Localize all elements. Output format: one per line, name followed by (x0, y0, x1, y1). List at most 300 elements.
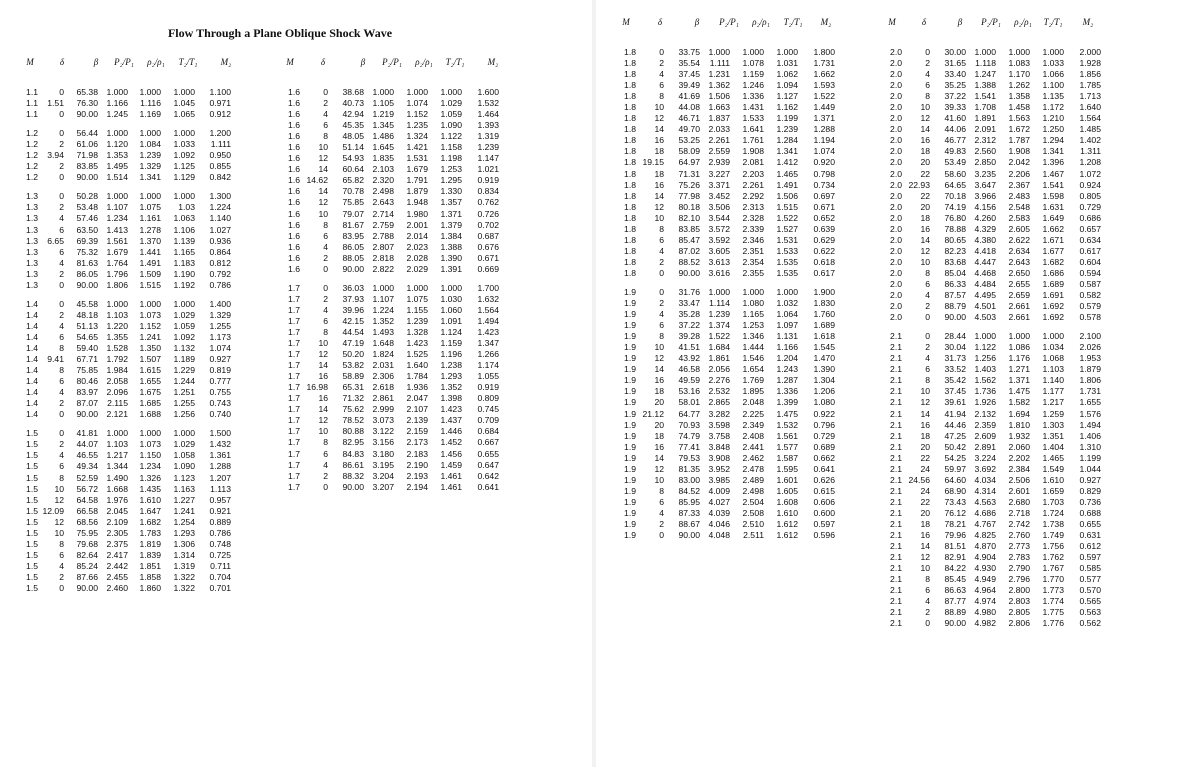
cell-downstream-mach: 0.612 (1079, 541, 1101, 552)
cell-downstream-mach: 0.864 (209, 246, 231, 257)
cell-wave-angle: 42.15 (342, 315, 364, 326)
cell-deflection: 14 (318, 360, 328, 371)
cell-downstream-mach: 0.618 (813, 256, 835, 267)
cell-mach: 2.1 (890, 408, 902, 419)
cell-wave-angle: 82.64 (76, 549, 98, 560)
cell-pressure-ratio: 1.522 (708, 331, 730, 342)
cell-pressure-ratio: 1.000 (106, 298, 128, 309)
cell-wave-angle: 88.89 (944, 607, 966, 618)
cell-density-ratio: 1.000 (139, 191, 161, 202)
cell-downstream-mach: 0.657 (1079, 223, 1101, 234)
cell-wave-angle: 64.77 (678, 408, 700, 419)
cell-density-ratio: 1.326 (139, 472, 161, 483)
table-row (282, 153, 502, 164)
cell-deflection: 6 (659, 234, 664, 245)
cell-density-ratio: 1.546 (742, 353, 764, 364)
cell-downstream-mach: 1.311 (1080, 146, 1101, 157)
table-row (282, 264, 502, 275)
cell-mach: 1.6 (288, 109, 300, 120)
table-row (884, 618, 1104, 629)
cell-deflection: 21.12 (642, 408, 664, 419)
cell-temperature-ratio: 1.399 (776, 397, 798, 408)
cell-density-ratio: 1.819 (139, 538, 161, 549)
cell-wave-angle: 64.97 (678, 157, 700, 168)
cell-wave-angle: 85.47 (678, 234, 700, 245)
cell-wave-angle: 52.59 (76, 472, 98, 483)
cell-pressure-ratio: 2.359 (974, 419, 996, 430)
cell-pressure-ratio: 1.114 (709, 298, 730, 309)
cell-mach: 1.7 (288, 371, 300, 382)
cell-deflection: 16 (654, 375, 664, 386)
cell-pressure-ratio: 1.835 (372, 153, 394, 164)
cell-downstream-mach: 1.618 (813, 331, 835, 342)
cell-downstream-mach: 0.655 (1079, 518, 1101, 529)
cell-mach: 1.6 (288, 98, 300, 109)
cell-wave-angle: 87.66 (76, 571, 98, 582)
cell-deflection: 8 (925, 91, 930, 102)
cell-temperature-ratio: 1.090 (440, 120, 462, 131)
cell-deflection: 12 (654, 201, 664, 212)
cell-pressure-ratio: 1.000 (708, 47, 730, 57)
cell-downstream-mach: 0.927 (209, 354, 231, 365)
cell-pressure-ratio: 2.306 (372, 371, 394, 382)
cell-density-ratio: 1.783 (139, 527, 161, 538)
cell-mach: 1.9 (624, 485, 636, 496)
cell-pressure-ratio: 1.926 (974, 397, 996, 408)
table-row (884, 224, 1104, 235)
cell-temperature-ratio: 1.341 (776, 146, 798, 157)
cell-temperature-ratio: 1.03 (178, 202, 195, 213)
table-row (884, 596, 1104, 607)
cell-downstream-mach: 1.390 (813, 364, 835, 375)
cell-deflection: 18 (654, 386, 664, 397)
cell-temperature-ratio: 1.000 (440, 87, 462, 97)
cell-density-ratio: 2.508 (742, 507, 764, 518)
cell-deflection: 10 (54, 527, 64, 538)
cell-density-ratio: 2.048 (742, 397, 764, 408)
cell-pressure-ratio: 1.891 (974, 113, 996, 124)
cell-deflection: 2 (659, 298, 664, 309)
cell-downstream-mach: 1.027 (209, 224, 231, 235)
cell-pressure-ratio: 4.870 (974, 541, 996, 552)
cell-wave-angle: 31.76 (678, 286, 700, 297)
table-row (18, 343, 238, 354)
cell-mach: 1.5 (26, 538, 38, 549)
table-row (18, 236, 238, 247)
table-row (18, 161, 238, 172)
cell-temperature-ratio: 1.250 (1042, 124, 1064, 135)
cell-wave-angle: 79.96 (944, 530, 966, 541)
cell-mach: 2.1 (890, 541, 902, 552)
cell-downstream-mach: 0.842 (209, 172, 231, 183)
cell-deflection: 8 (323, 219, 328, 230)
cell-mach: 1.6 (288, 263, 300, 274)
cell-wave-angle: 75.85 (342, 197, 364, 208)
cell-temperature-ratio: 1.244 (173, 376, 195, 387)
cell-density-ratio: 1.324 (406, 131, 428, 142)
cell-wave-angle: 44.54 (342, 326, 364, 337)
cell-wave-angle: 87.33 (678, 507, 700, 518)
table-row (282, 426, 502, 437)
cell-density-ratio: 1.647 (139, 505, 161, 516)
cell-wave-angle: 47.25 (944, 430, 966, 441)
cell-pressure-ratio: 4.468 (974, 267, 996, 278)
cell-mach: 1.3 (26, 268, 38, 279)
cell-wave-angle: 90.00 (76, 172, 98, 183)
cell-density-ratio: 1.000 (139, 428, 161, 439)
cell-mach: 2.0 (890, 179, 902, 190)
cell-deflection: 8 (659, 485, 664, 496)
cell-deflection: 6 (323, 230, 328, 241)
cell-downstream-mach: 0.655 (477, 448, 499, 459)
cell-wave-angle: 83.85 (678, 223, 700, 234)
cell-temperature-ratio: 1.341 (1042, 146, 1064, 157)
cell-density-ratio: 1.000 (406, 87, 428, 97)
cell-downstream-mach: 0.617 (1079, 245, 1101, 256)
cell-density-ratio: 1.531 (406, 153, 428, 164)
cell-pressure-ratio: 1.837 (708, 113, 730, 124)
cell-pressure-ratio: 3.452 (708, 190, 730, 201)
cell-density-ratio: 2.805 (1008, 607, 1030, 618)
cell-density-ratio: 1.241 (139, 331, 161, 342)
cell-density-ratio: 2.511 (743, 530, 764, 541)
column-header-downstream-mach: M₂ (820, 17, 832, 27)
cell-deflection: 0 (925, 618, 930, 629)
cell-density-ratio: 1.515 (139, 279, 161, 290)
table-row (884, 180, 1104, 191)
cell-wave-angle: 35.54 (678, 58, 700, 69)
cell-deflection: 4 (59, 257, 64, 268)
table-row (618, 442, 838, 453)
cell-pressure-ratio: 4.447 (974, 256, 996, 267)
cell-pressure-ratio: 1.493 (372, 326, 394, 337)
cell-downstream-mach: 0.594 (1079, 267, 1101, 278)
cell-density-ratio: 1.851 (139, 560, 161, 571)
cell-wave-angle: 70.78 (342, 186, 364, 197)
cell-mach: 1.6 (288, 197, 300, 208)
cell-temperature-ratio: 1.371 (440, 208, 462, 219)
table-row (18, 321, 238, 332)
cell-downstream-mach: 1.879 (1079, 364, 1101, 375)
cell-temperature-ratio: 1.437 (440, 415, 462, 426)
cell-density-ratio: 2.001 (406, 219, 428, 230)
cell-downstream-mach: 1.147 (477, 153, 499, 164)
cell-wave-angle: 77.41 (678, 441, 700, 452)
cell-wave-angle: 35.28 (678, 309, 700, 320)
cell-mach: 1.5 (26, 582, 38, 593)
cell-deflection: 6 (925, 364, 930, 375)
cell-temperature-ratio: 1.775 (1042, 607, 1064, 618)
cell-mach: 1.7 (288, 448, 300, 459)
cell-downstream-mach: 0.641 (813, 463, 835, 474)
cell-density-ratio: 1.150 (139, 450, 161, 461)
table-row (618, 69, 838, 80)
cell-mach: 1.8 (624, 47, 636, 57)
cell-pressure-ratio: 1.562 (974, 375, 996, 386)
cell-wave-angle: 71.32 (342, 393, 364, 404)
cell-deflection: 8 (925, 267, 930, 278)
cell-pressure-ratio: 4.980 (974, 607, 996, 618)
cell-deflection: 6 (59, 246, 64, 257)
table-col4 (884, 47, 1104, 629)
cell-downstream-mach: 0.578 (1079, 312, 1101, 323)
cell-mach: 1.6 (288, 175, 300, 186)
cell-wave-angle: 90.00 (944, 312, 966, 323)
cell-deflection: 22 (920, 496, 930, 507)
cell-density-ratio: 1.908 (1008, 146, 1030, 157)
cell-density-ratio: 1.075 (139, 202, 161, 213)
cell-deflection: 10 (920, 102, 930, 113)
cell-mach: 1.7 (288, 459, 300, 470)
table-row (282, 109, 502, 120)
cell-mach: 2.0 (890, 135, 902, 146)
cell-mach: 1.8 (624, 234, 636, 245)
cell-pressure-ratio: 3.156 (372, 437, 394, 448)
cell-deflection: 12 (318, 415, 328, 426)
cell-temperature-ratio: 1.060 (440, 304, 462, 315)
cell-downstream-mach: 0.570 (1079, 585, 1101, 596)
column-header-wave-angle: β (957, 17, 963, 27)
column-header-mach: M (888, 17, 896, 27)
cell-density-ratio: 1.000 (139, 87, 161, 97)
cell-wave-angle: 66.58 (76, 505, 98, 516)
cell-density-ratio: 1.262 (1008, 80, 1030, 91)
cell-downstream-mach: 0.702 (477, 219, 499, 230)
cell-deflection: 20 (654, 419, 664, 430)
cell-downstream-mach: 1.953 (1079, 353, 1101, 364)
cell-downstream-mach: 0.819 (209, 365, 231, 376)
cell-deflection: 2 (659, 256, 664, 267)
cell-wave-angle: 53.48 (76, 202, 98, 213)
column-header-mach: M (622, 17, 630, 27)
cell-density-ratio: 2.203 (742, 168, 764, 179)
table-row (884, 607, 1104, 618)
cell-downstream-mach: 1.393 (477, 120, 499, 131)
cell-deflection: 4 (659, 309, 664, 320)
table-row (884, 442, 1104, 453)
cell-temperature-ratio: 1.241 (173, 505, 195, 516)
cell-density-ratio: 1.083 (1008, 58, 1030, 69)
cell-mach: 2.1 (890, 563, 902, 574)
cell-pressure-ratio: 1.166 (106, 98, 128, 109)
cell-downstream-mach: 0.786 (209, 527, 231, 538)
cell-pressure-ratio: 3.235 (974, 168, 996, 179)
cell-mach: 1.3 (26, 235, 38, 246)
cell-downstream-mach: 1.207 (209, 472, 231, 483)
cell-deflection: 12 (920, 113, 930, 124)
cell-wave-angle: 39.61 (944, 397, 966, 408)
cell-wave-angle: 83.85 (76, 161, 98, 172)
cell-downstream-mach: 0.920 (813, 157, 835, 168)
cell-temperature-ratio: 1.336 (776, 386, 798, 397)
column-header-density-ratio: ρ₂/ρ₁ (415, 57, 433, 67)
table-row (618, 113, 838, 124)
cell-pressure-ratio: 1.000 (974, 331, 996, 342)
cell-downstream-mach: 1.329 (209, 309, 231, 320)
cell-deflection: 14 (920, 124, 930, 135)
cell-mach: 2.0 (890, 124, 902, 135)
cell-wave-angle: 90.00 (944, 618, 966, 629)
cell-pressure-ratio: 2.455 (106, 571, 128, 582)
cell-mach: 1.2 (26, 161, 38, 172)
cell-wave-angle: 33.40 (944, 69, 966, 80)
cell-deflection: 16 (654, 135, 664, 146)
cell-downstream-mach: 0.606 (813, 496, 835, 507)
cell-mach: 1.6 (288, 230, 300, 241)
cell-wave-angle: 51.14 (342, 142, 364, 153)
cell-deflection: 4 (59, 320, 64, 331)
cell-deflection: 10 (318, 142, 328, 153)
cell-density-ratio: 2.225 (742, 408, 764, 419)
cell-density-ratio: 1.839 (139, 549, 161, 560)
cell-downstream-mach: 1.632 (477, 293, 499, 304)
cell-downstream-mach: 1.044 (1079, 463, 1101, 474)
column-header-mach: M (286, 57, 294, 67)
cell-deflection: 12 (920, 245, 930, 256)
cell-temperature-ratio: 1.319 (173, 560, 195, 571)
table-row (618, 257, 838, 268)
cell-temperature-ratio: 1.541 (1042, 179, 1064, 190)
cell-temperature-ratio: 1.068 (1042, 353, 1064, 364)
cell-pressure-ratio: 4.034 (974, 474, 996, 485)
cell-mach: 2.0 (890, 201, 902, 212)
cell-mach: 1.6 (288, 252, 300, 263)
cell-deflection: 0 (659, 267, 664, 278)
cell-pressure-ratio: 1.490 (106, 472, 128, 483)
cell-deflection: 2 (59, 571, 64, 582)
cell-density-ratio: 1.246 (742, 80, 764, 91)
cell-density-ratio: 1.784 (406, 371, 428, 382)
cell-pressure-ratio: 2.618 (372, 382, 394, 393)
table-row (18, 550, 238, 561)
table-row (282, 283, 502, 294)
cell-wave-angle: 87.07 (76, 398, 98, 409)
cell-temperature-ratio: 1.459 (440, 459, 462, 470)
cell-deflection: 10 (54, 483, 64, 494)
cell-temperature-ratio: 1.127 (776, 91, 798, 102)
cell-deflection: 6 (659, 496, 664, 507)
cell-pressure-ratio: 4.767 (974, 518, 996, 529)
cell-mach: 2.1 (890, 342, 902, 353)
cell-density-ratio: 1.078 (742, 58, 764, 69)
cell-wave-angle: 88.52 (678, 256, 700, 267)
cell-mach: 2.1 (890, 441, 902, 452)
table-row (282, 131, 502, 142)
cell-temperature-ratio: 1.689 (1042, 278, 1064, 289)
cell-mach: 1.8 (624, 80, 636, 91)
table-row (282, 242, 502, 253)
cell-wave-angle: 54.93 (342, 153, 364, 164)
cell-mach: 2.1 (890, 353, 902, 364)
cell-density-ratio: 2.139 (406, 415, 428, 426)
table-row (282, 164, 502, 175)
cell-temperature-ratio: 1.259 (1042, 408, 1064, 419)
cell-mach: 2.0 (890, 80, 902, 91)
cell-temperature-ratio: 1.000 (1042, 47, 1064, 57)
table-row (282, 316, 502, 327)
cell-temperature-ratio: 1.065 (173, 109, 195, 120)
cell-temperature-ratio: 1.384 (440, 230, 462, 241)
cell-downstream-mach: 1.100 (209, 87, 231, 97)
table-row (884, 69, 1104, 80)
cell-downstream-mach: 1.470 (813, 353, 835, 364)
cell-density-ratio: 1.948 (406, 197, 428, 208)
cell-wave-angle: 90.00 (678, 267, 700, 278)
cell-deflection: 0 (925, 47, 930, 57)
table-row (884, 80, 1104, 91)
table-row (618, 486, 838, 497)
table-row (18, 572, 238, 583)
table-row (18, 450, 238, 461)
table-row (884, 146, 1104, 157)
cell-temperature-ratio: 1.284 (776, 135, 798, 146)
cell-density-ratio: 2.803 (1008, 596, 1030, 607)
cell-deflection: 2 (59, 202, 64, 213)
cell-deflection: 4 (323, 304, 328, 315)
cell-density-ratio: 2.806 (1008, 618, 1030, 629)
cell-mach: 1.8 (624, 168, 636, 179)
cell-deflection: 8 (59, 538, 64, 549)
cell-wave-angle: 36.03 (342, 282, 364, 293)
cell-pressure-ratio: 1.355 (106, 331, 128, 342)
table-row (282, 437, 502, 448)
cell-downstream-mach: 0.734 (813, 179, 835, 190)
cell-deflection: 2 (323, 470, 328, 481)
cell-density-ratio: 1.346 (742, 331, 764, 342)
cell-pressure-ratio: 4.314 (974, 485, 996, 496)
cell-mach: 1.9 (624, 408, 636, 419)
cell-temperature-ratio: 1.532 (776, 419, 798, 430)
cell-deflection: 6 (59, 224, 64, 235)
cell-downstream-mach: 1.760 (813, 309, 835, 320)
cell-pressure-ratio: 3.224 (974, 452, 996, 463)
cell-density-ratio: 1.688 (139, 409, 161, 420)
table-row (884, 353, 1104, 364)
cell-pressure-ratio: 4.974 (974, 596, 996, 607)
cell-mach: 1.1 (26, 98, 38, 109)
cell-downstream-mach: 1.361 (209, 450, 231, 461)
cell-mach: 2.1 (890, 530, 902, 541)
cell-wave-angle: 67.71 (76, 354, 98, 365)
cell-deflection: 4 (59, 387, 64, 398)
cell-wave-angle: 44.46 (944, 419, 966, 430)
cell-deflection: 0 (659, 530, 664, 541)
cell-density-ratio: 2.173 (406, 437, 428, 448)
table-row (282, 382, 502, 393)
cell-density-ratio: 1.336 (742, 91, 764, 102)
cell-mach: 1.9 (624, 320, 636, 331)
cell-wave-angle: 90.00 (76, 582, 98, 593)
table-row (884, 102, 1104, 113)
cell-pressure-ratio: 1.806 (106, 279, 128, 290)
cell-mach: 1.7 (288, 393, 300, 404)
cell-downstream-mach: 1.856 (1079, 69, 1101, 80)
cell-temperature-ratio: 1.123 (173, 472, 195, 483)
cell-deflection: 12 (54, 516, 64, 527)
cell-downstream-mach: 1.021 (477, 164, 499, 175)
cell-downstream-mach: 0.597 (1079, 552, 1101, 563)
cell-downstream-mach: 1.224 (209, 202, 231, 213)
table-row (884, 213, 1104, 224)
cell-wave-angle: 41.94 (944, 408, 966, 419)
cell-mach: 1.9 (624, 474, 636, 485)
cell-deflection: 2 (59, 161, 64, 172)
cell-pressure-ratio: 2.643 (372, 197, 394, 208)
cell-deflection: 12 (920, 552, 930, 563)
cell-pressure-ratio: 1.679 (106, 246, 128, 257)
cell-wave-angle: 58.60 (944, 168, 966, 179)
table-row (884, 497, 1104, 508)
